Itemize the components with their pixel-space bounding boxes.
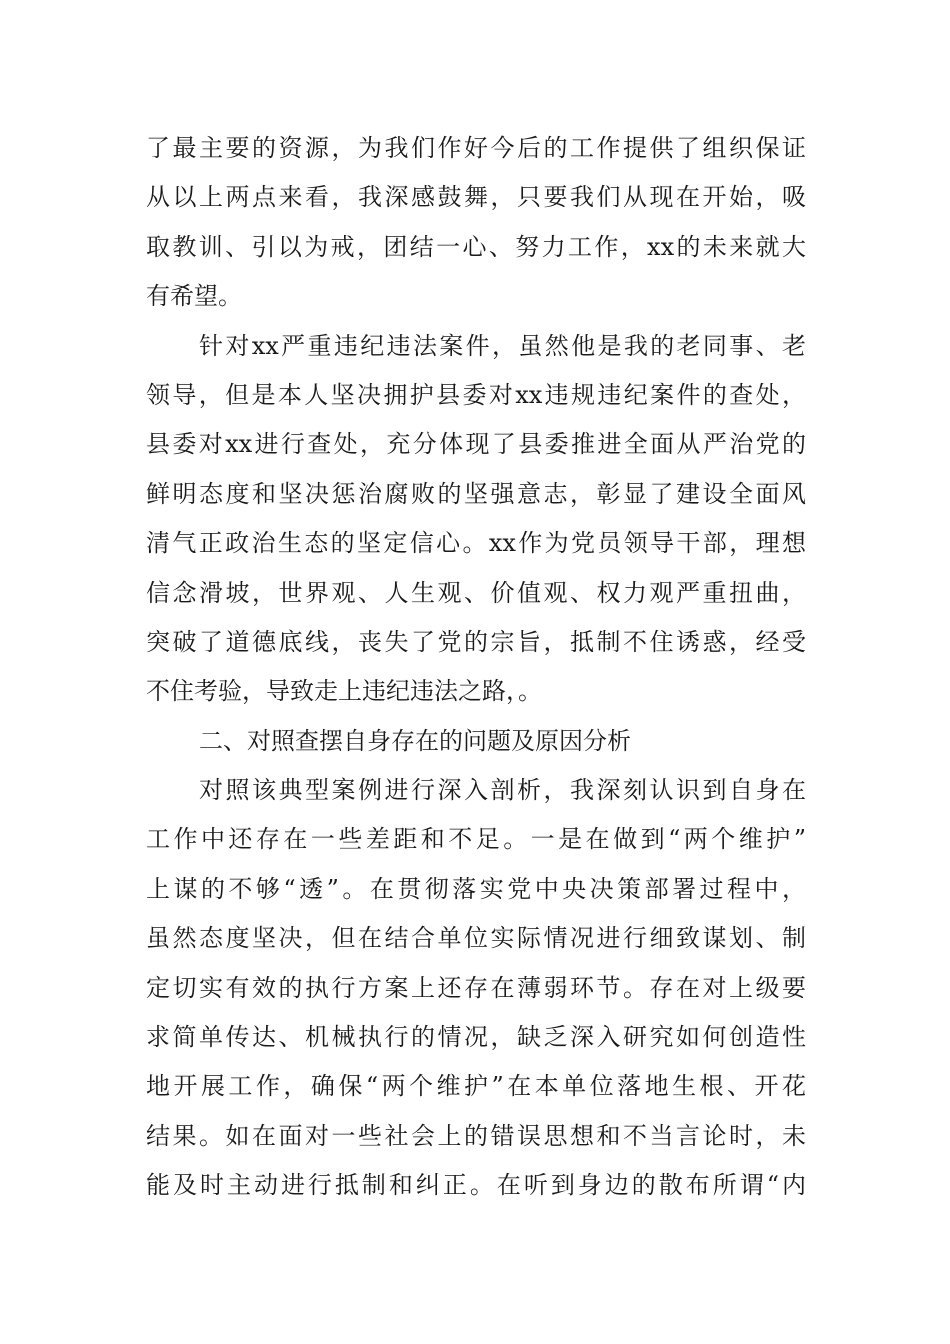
text-line: 针对xx严重违纪违法案件，虽然他是我的老同事、老 [199,331,806,360]
document-body [146,124,806,1211]
text-line: 突破了道德底线，丧失了党的宗旨，抵制不住诱惑，经受 [146,627,806,656]
text-line: 县委对xx进行查处，充分体现了县委推进全面从严治党的 [146,430,806,459]
text-line: 有希望。 [146,282,242,311]
text-line: 工作中还存在一些差距和不足。一是在做到“两个维护” [146,825,806,854]
text-line: 能及时主动进行抵制和纠正。在听到身边的散布所谓“内 [146,1171,806,1200]
text-line: 从以上两点来看，我深感鼓舞，只要我们从现在开始，吸 [146,183,806,212]
text-line: 地开展工作，确保“两个维护”在本单位落地生根、开花 [146,1072,806,1101]
text-line: 信念滑坡，世界观、人生观、价值观、权力观严重扭曲， [146,578,806,607]
text-line: 对照该典型案例进行深入剖析，我深刻认识到自身在 [199,776,806,805]
text-line: 鲜明态度和坚决惩治腐败的坚强意志，彰显了建设全面风 [146,479,806,508]
text-line: 清气正政治生态的坚定信心。xx作为党员领导干部，理想 [146,529,806,558]
text-line: 定切实有效的执行方案上还存在薄弱环节。存在对上级要 [146,973,806,1002]
text-line: 了最主要的资源，为我们作好今后的工作提供了组织保证 [146,134,806,162]
text-line: 领导，但是本人坚决拥护县委对xx违规违纪案件的查处， [146,380,806,409]
section-heading: 二、对照查摆自身存在的问题及原因分析 [199,726,631,755]
text-line: 取教训、引以为戒，团结一心、努力工作，xx的未来就大 [146,232,806,261]
text-line: 上谋的不够“透”。在贯彻落实党中央决策部署过程中， [146,874,806,903]
text-line: 结果。如在面对一些社会上的错误思想和不当言论时，未 [146,1121,806,1150]
text-line: 不住考验，导致走上违纪违法之路，。 [146,677,542,706]
text-line: 求简单传达、机械执行的情况，缺乏深入研究如何创造性 [146,1023,806,1052]
text-line: 虽然态度坚决，但在结合单位实际情况进行细致谋划、制 [146,924,806,953]
